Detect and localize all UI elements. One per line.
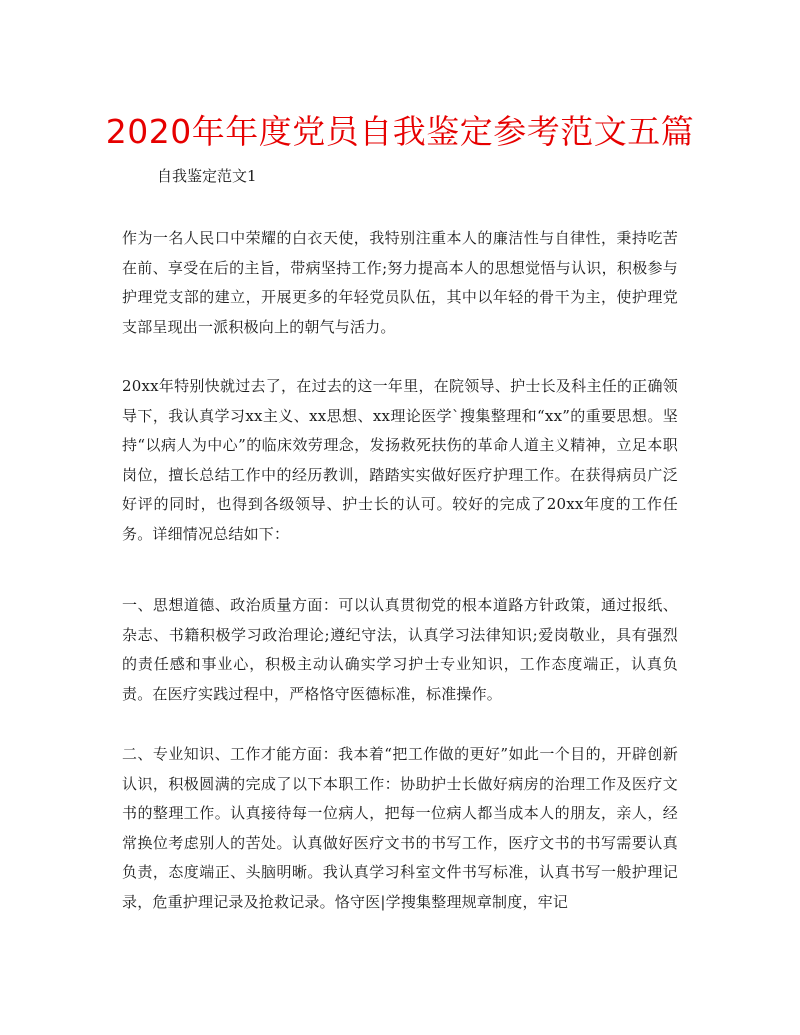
paragraph-1: 作为一名人民口中荣耀的白衣天使，我特别注重本人的廉洁性与自律性，秉持吃苦在前、享受在后的主旨，带病坚持工作;努力提高本人的思想觉悟与认识，积极参与护理党支部的建立，开展更多的年轻党员队伍，其中以年轻的骨干为主，使护理党支部呈现出一派积极向上的朝气与活力。: [122, 229, 678, 336]
paragraph-3: 一、思想道德、政治质量方面：可以认真贯彻党的根本道路方针政策，通过报纸、杂志、书籍积极学习政治理论;遵纪守法，认真学习法律知识;爱岗敬业，具有强烈的责任感和事业心，积极主动认确实学习护士专业知识，工作态度端正，认真负责。在医疗实践过程中，严格恪守医德标准，标准操作。: [122, 596, 678, 703]
paragraph-2: 20xx年特别快就过去了，在过去的这一年里，在院领导、护士长及科主任的正确领导下，我认真学习xx主义、xx思想、xx理论医学`搜集整理和“xx”的重要思想。坚持“以病人为中心”的临床效劳理念，发扬救死扶伤的革命人道主义精神，立足本职岗位，擅长总结工作中的经历教训，踏踏实实做好医疗护理工作。在获得病员广泛好评的同时，也得到各级领导、护士长的认可。较好的完成了20xx年度的工作任务。详细情况总结如下：: [122, 377, 678, 543]
paragraph-4: 二、专业知识、工作才能方面：我本着“把工作做的更好”如此一个目的，开辟创新认识，积极圆满的完成了以下本职工作：协助护士长做好病房的治理工作及医疗文书的整理工作。认真接待每一位病人，把每一位病人都当成本人的朋友，亲人，经常换位考虑别人的苦处。认真做好医疗文书的书写工作，医疗文书的书写需要认真负责，态度端正、头脑明晰。我认真学习科室文件书写标准，认真书写一般护理记录，危重护理记录及抢救记录。恪守医|学搜集整理规章制度，牢记: [122, 745, 678, 911]
document-title: 2020年年度党员自我鉴定参考范文五篇: [105, 112, 695, 151]
document-subtitle: 自我鉴定范文1: [157, 167, 257, 185]
